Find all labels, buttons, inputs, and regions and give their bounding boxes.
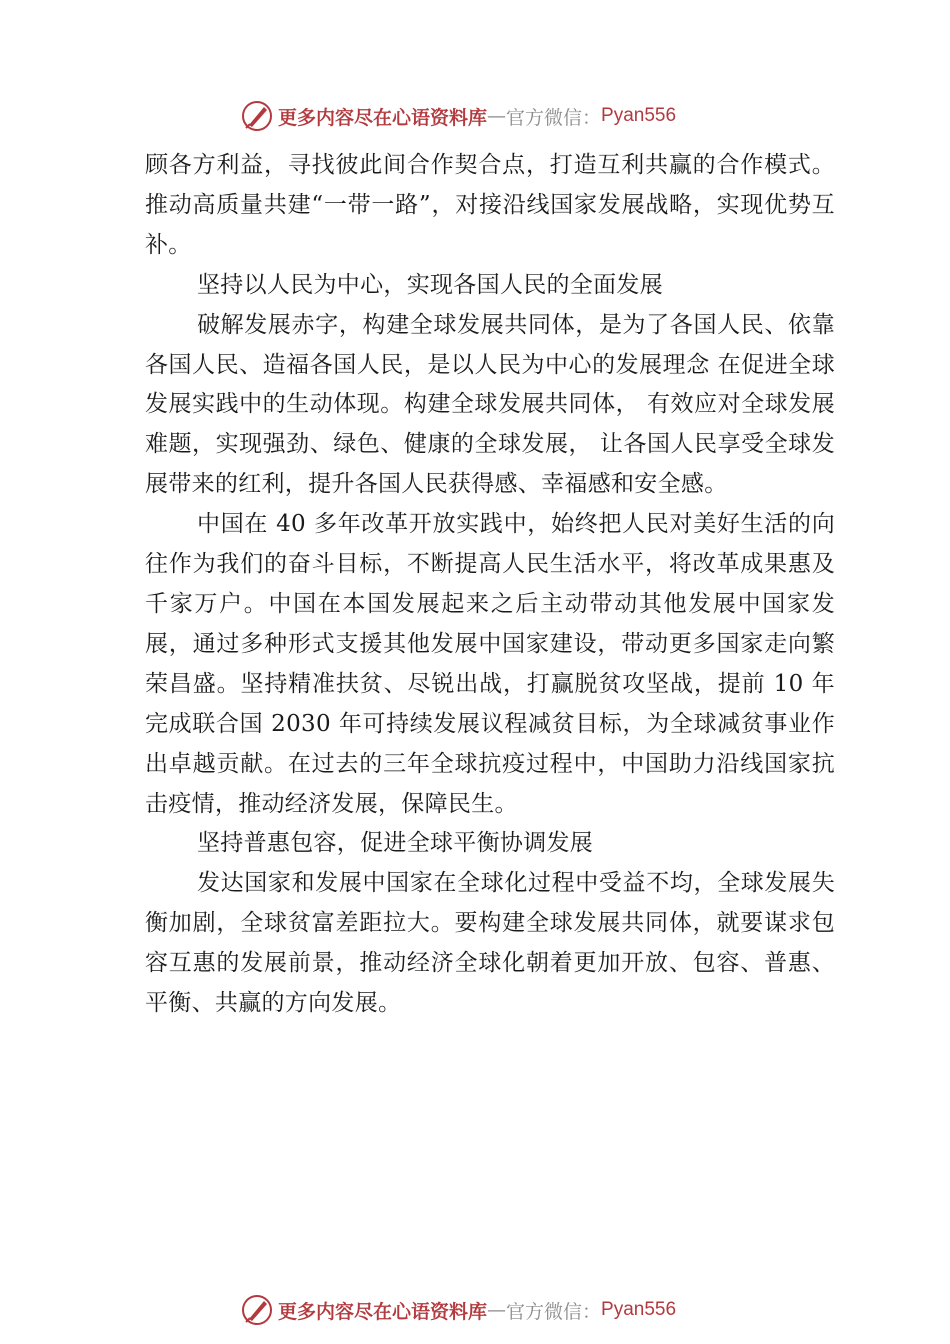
quill-pen-icon — [240, 1293, 274, 1327]
header-banner — [0, 96, 950, 136]
footer-sub-text: 官方微信： — [506, 1300, 602, 1323]
header-wechat-id: Pyan556 — [601, 105, 677, 126]
header-banner-inner — [240, 96, 676, 136]
footer-brand-text: 更多内容尽在心语资料库 — [278, 1300, 488, 1323]
paragraph-4: 发达国家和发展中国家在全球化过程中受益不均，全球发展失衡加剧，全球贫富差距拉大。要构建全球发展共同体，就要谋求包容互惠的发展前景，推动经济全球化朝着更加开放、包容、普惠、平衡、共赢的方向发展。 — [145, 870, 835, 1017]
header-sub-text: 官方微信： — [506, 106, 602, 129]
section-heading-1: 坚持以人民为中心，实现各国人民的全面发展 — [197, 271, 663, 298]
footer-dash: — — [487, 1299, 507, 1321]
header-brand-text: 更多内容尽在心语资料库 — [278, 106, 488, 129]
footer-wechat-id: Pyan556 — [601, 1299, 677, 1320]
section-heading-2: 坚持普惠包容，促进全球平衡协调发展 — [197, 830, 594, 857]
paragraph-1: 顾各方利益，寻找彼此间合作契合点，打造互利共赢的合作模式。推动高质量共建“一带一路”，对接沿线国家发展战略，实现优势互补。 — [145, 152, 835, 258]
footer-banner-inner — [240, 1290, 676, 1330]
footer-banner — [0, 1290, 950, 1330]
document-body — [145, 146, 835, 1024]
paragraph-2: 破解发展赤字，构建全球发展共同体，是为了各国人民、依靠各国人民、造福各国人民，是以人民为中心的发展理念 在促进全球发展实践中的生动体现。构建全球发展共同体， 有效应对全球发展难题，实现强劲、绿色、健康的全球发展， 让各国人民享受全球发展带来的红利，提升各国人民获得感、幸福感和安全感。 — [145, 311, 835, 498]
quill-pen-icon — [240, 99, 274, 133]
header-dash: — — [487, 105, 507, 127]
paragraph-3: 中国在 40 多年改革开放实践中，始终把人民对美好生活的向往作为我们的奋斗目标，不断提高人民生活水平，将改革成果惠及千家万户。中国在本国发展起来之后主动带动其他发展中国家发展，通过多种形式支援其他发展中国家建设，带动更多国家走向繁荣昌盛。坚持精准扶贫、尽锐出战，打赢脱贫攻坚战，提前 10 年完成联合国 2030 年可持续发展议程减贫目标，为全球减贫事业作出卓越贡献。在过去的三年全球抗疫过程中，中国助力沿线国家抗击疫情，推动经济发展，保障民生。 — [145, 511, 835, 817]
